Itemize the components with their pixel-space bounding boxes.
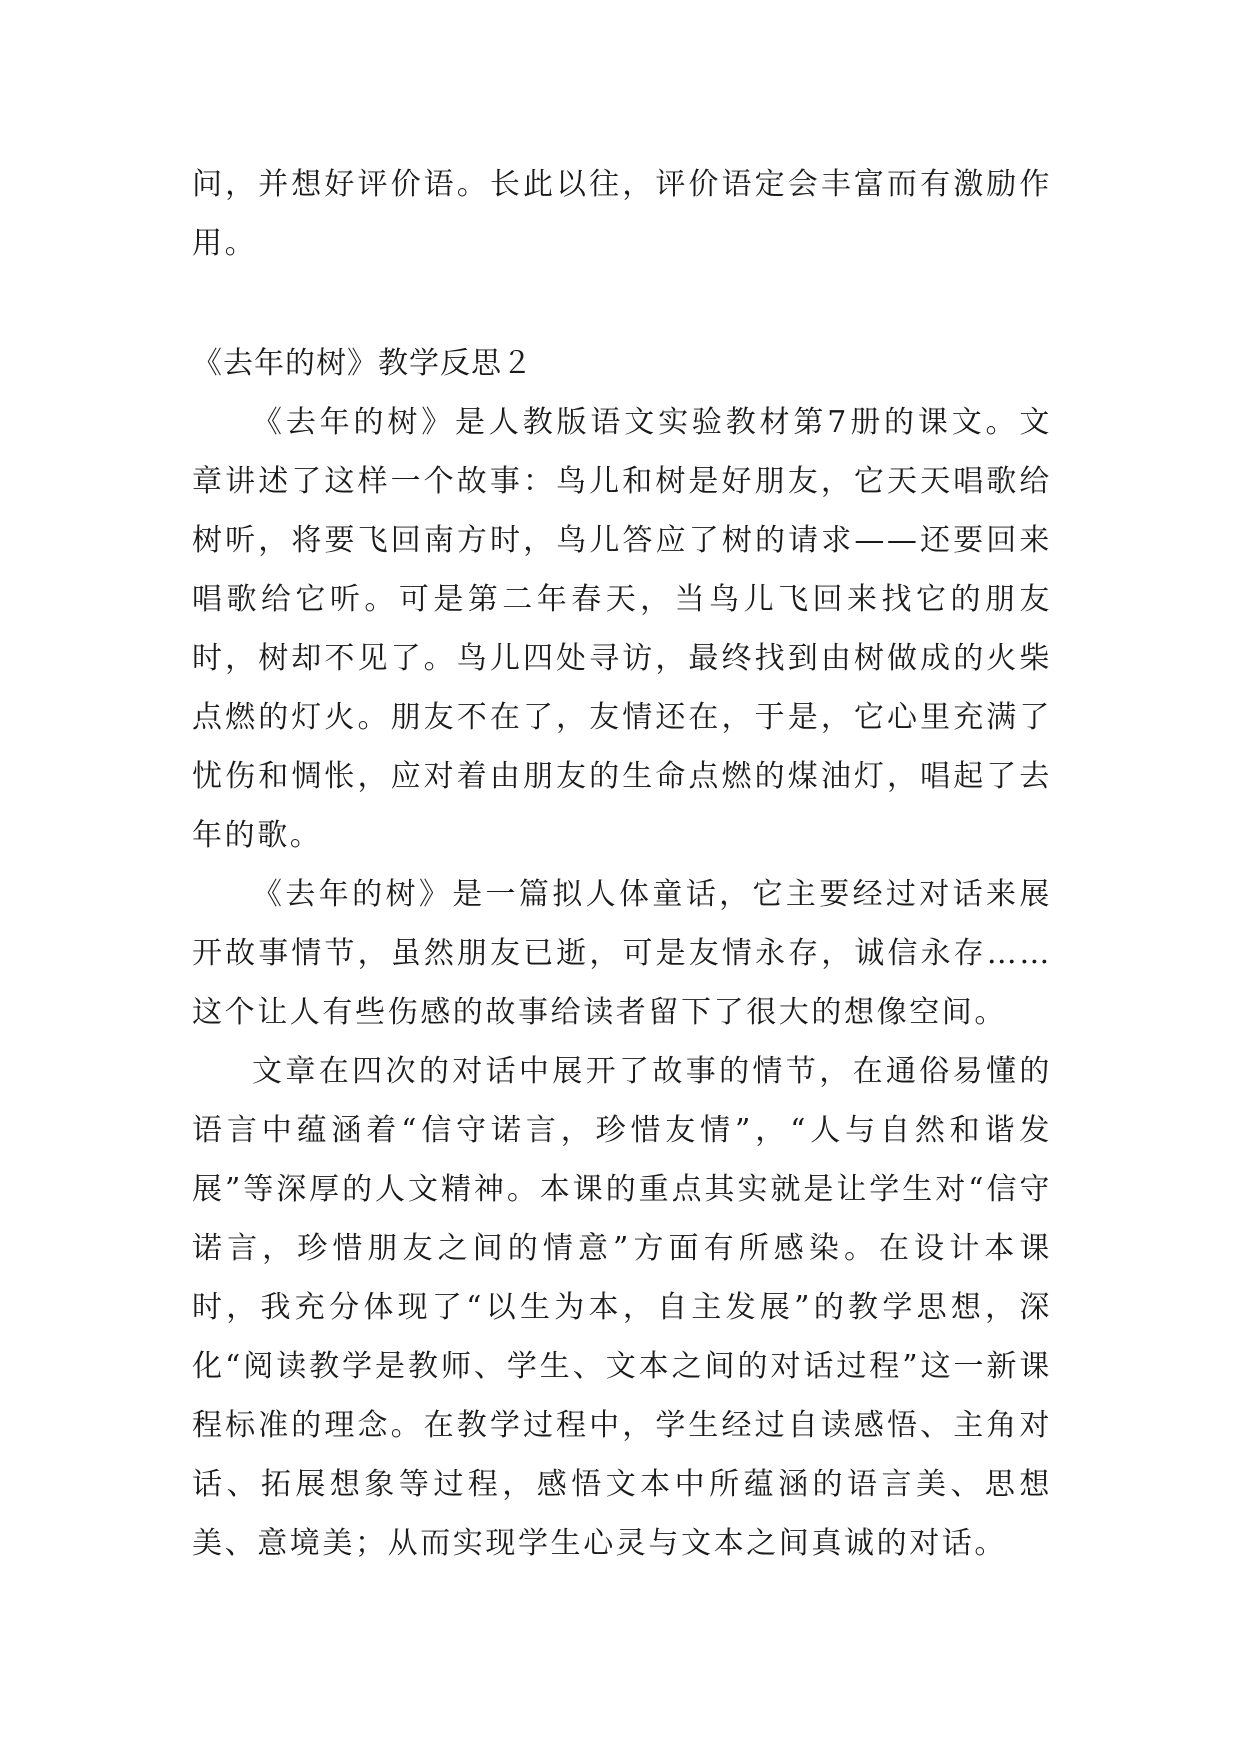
- paragraph-1: 《去年的树》是人教版语文实验教材第7册的课文。文章讲述了这样一个故事：鸟儿和树是好朋友，它天天唱歌给树听，将要飞回南方时，鸟儿答应了树的请求——还要回来唱歌给它听。可是第二年春天，当鸟儿飞回来找它的朋友时，树却不见了。鸟儿四处寻访，最终找到由树做成的火柴点燃的灯火。朋友不在了，友情还在，于是，它心里充满了忧伤和惆怅，应对着由朋友的生命点燃的煤油灯，唱起了去年的歌。: [192, 405, 1052, 853]
- body-text: [192, 393, 1052, 1573]
- paragraph-3: 文章在四次的对话中展开了故事的情节，在通俗易懂的语言中蕴涵着“信守诺言，珍惜友情”，“人与自然和谐发展”等深厚的人文精神。本课的重点其实就是让学生对“信守诺言，珍惜朋友之间的情意”方面有所感染。在设计本课时，我充分体现了“以生为本，自主发展”的教学思想，深化“阅读教学是教师、学生、文本之间的对话过程”这一新课程标准的理念。在教学过程中，学生经过自读感悟、主角对话、拓展想象等过程，感悟文本中所蕴涵的语言美、思想美、意境美；从而实现学生心灵与文本之间真诚的对话。: [192, 1054, 1052, 1561]
- paragraph-2: 《去年的树》是一篇拟人体童话，它主要经过对话来展开故事情节，虽然朋友已逝，可是友情永存，诚信永存……这个让人有些伤感的故事给读者留下了很大的想像空间。: [192, 877, 1052, 1030]
- section-title: 《去年的树》教学反思２: [192, 346, 533, 381]
- continuation-paragraph: 问，并想好评价语。长此以往，评价语定会丰富而有激励作用。: [192, 167, 1052, 261]
